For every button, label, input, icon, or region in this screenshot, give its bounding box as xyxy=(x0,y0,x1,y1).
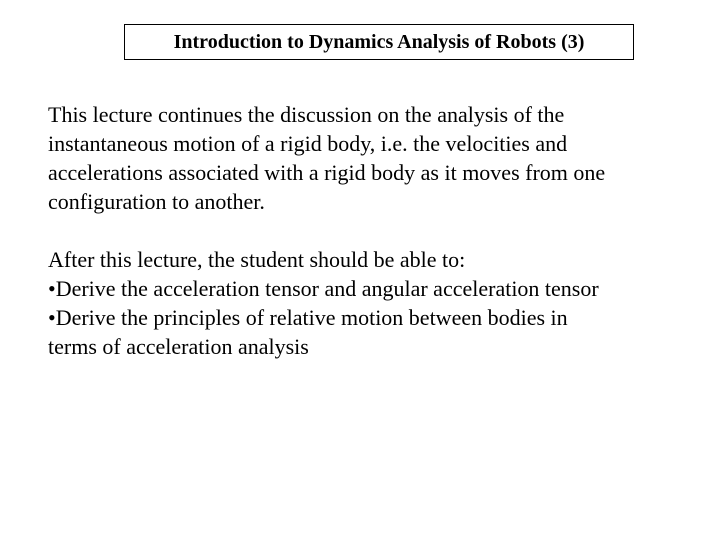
objectives-section xyxy=(48,245,698,361)
objective-item: •Derive the principles of relative motion between bodies in xyxy=(48,305,568,330)
objectives-lead: After this lecture, the student should be able to: xyxy=(48,247,466,272)
intro-paragraph xyxy=(48,100,688,216)
slide-title-box xyxy=(124,24,634,60)
intro-line: instantaneous motion of a rigid body, i.e. the velocities and xyxy=(48,131,568,156)
objective-item: •Derive the acceleration tensor and angular acceleration tensor xyxy=(48,276,599,301)
intro-line: configuration to another. xyxy=(48,189,265,214)
intro-line: accelerations associated with a rigid body as it moves from one xyxy=(48,160,606,185)
slide-title: Introduction to Dynamics Analysis of Robots (3) xyxy=(173,30,585,53)
intro-line: This lecture continues the discussion on the analysis of the xyxy=(48,102,565,127)
objective-item-continuation: terms of acceleration analysis xyxy=(48,334,309,359)
